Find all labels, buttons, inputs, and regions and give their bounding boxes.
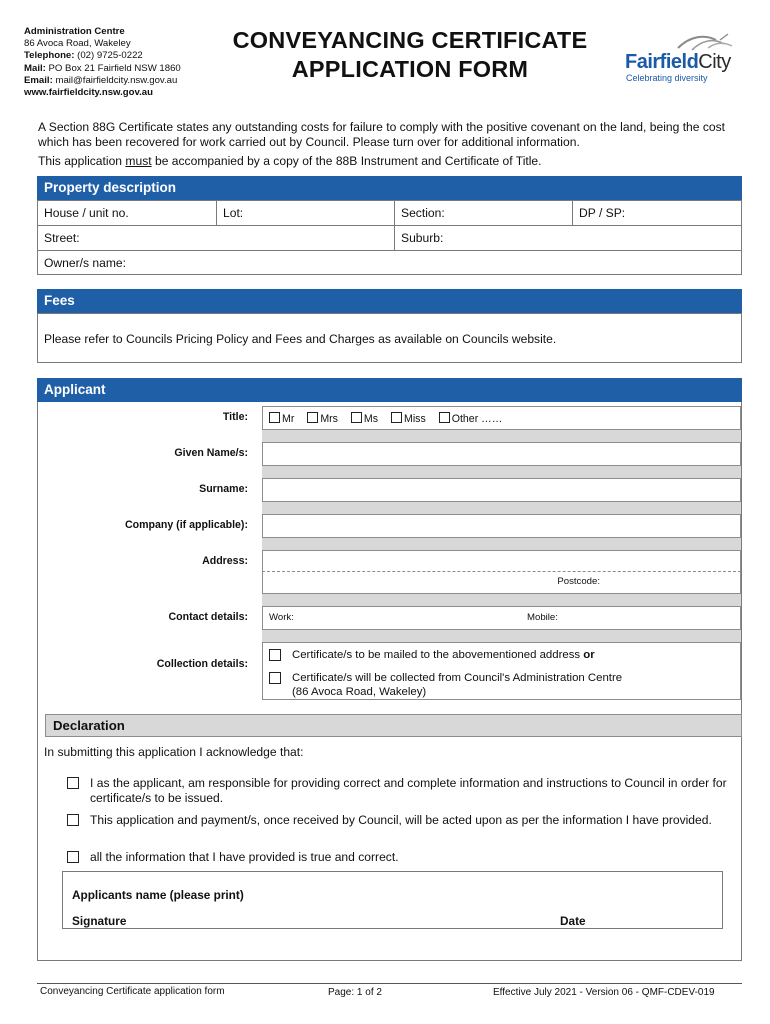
- address-line-2[interactable]: [262, 572, 741, 594]
- mobile-phone-input[interactable]: [521, 606, 741, 630]
- title-option-label: Miss: [404, 413, 426, 425]
- applicant-body: [38, 402, 741, 962]
- declaration-item-1: [90, 776, 730, 805]
- spacer-bar: [262, 630, 741, 642]
- declaration-item-2: [90, 813, 730, 828]
- checkbox-icon[interactable]: [269, 649, 281, 661]
- applicants-name-label: Applicants name (please print): [72, 888, 244, 902]
- title-option-ms[interactable]: [351, 413, 378, 425]
- spacer-bar: [262, 502, 741, 514]
- email-label: Email:: [24, 74, 53, 86]
- title-option-label: Mr: [282, 413, 295, 425]
- applicant-section: [37, 378, 742, 961]
- surname-input[interactable]: [262, 478, 741, 502]
- website-link[interactable]: www.fairfieldcity.nsw.gov.au: [24, 87, 154, 99]
- owners-name-field[interactable]: Owner/s name:: [44, 256, 126, 270]
- checkbox-icon[interactable]: [269, 412, 280, 423]
- title-line-2: APPLICATION FORM: [291, 56, 529, 82]
- spacer-bar: [262, 594, 741, 606]
- spacer-bar: [262, 430, 741, 442]
- applicant-heading: Applicant: [37, 378, 742, 402]
- checkbox-icon[interactable]: [439, 412, 450, 423]
- telephone-label: Telephone:: [24, 50, 75, 62]
- declaration-item-3: [90, 850, 730, 865]
- lot-field[interactable]: Lot:: [217, 201, 395, 225]
- collection-option-collect[interactable]: [292, 672, 622, 699]
- title-option-mrs[interactable]: [307, 413, 338, 425]
- declaration-item-text: I as the applicant, am responsible for providing correct and complete information and instructions to Council in order for certificate/s to be issued.: [90, 776, 727, 805]
- footer-doc-name: Conveyancing Certificate application form: [40, 986, 225, 997]
- work-label: Work:: [269, 612, 294, 623]
- logo-tagline: Celebrating diversity: [626, 73, 708, 83]
- declaration-intro: In submitting this application I acknowledge that:: [44, 745, 304, 759]
- collection-collect-line-1: Certificate/s will be collected from Council's Administration Centre: [292, 672, 623, 684]
- intro-p2-must: must: [125, 154, 152, 168]
- mail-label: Mail:: [24, 62, 46, 74]
- street-field[interactable]: Street:: [38, 226, 395, 250]
- address-label: Address:: [202, 555, 248, 567]
- fees-text: Please refer to Councils Pricing Policy and Fees and Charges as available on Councils website.: [37, 313, 742, 363]
- applicants-name-input[interactable]: [63, 902, 722, 914]
- surname-label: Surname:: [199, 483, 248, 495]
- property-table: [37, 200, 742, 275]
- signature-box: [62, 871, 723, 929]
- org-name: Administration Centre: [24, 26, 125, 37]
- telephone-value: (02) 9725-0222: [77, 50, 143, 62]
- checkbox-icon[interactable]: [307, 412, 318, 423]
- street-address: 86 Avoca Road, Wakeley: [24, 38, 131, 50]
- fees-section: [37, 289, 742, 363]
- given-names-label: Given Name/s:: [174, 447, 248, 459]
- intro-p2-post: be accompanied by a copy of the 88B Instrument and Certificate of Title.: [151, 154, 542, 168]
- suburb-field[interactable]: Suburb:: [401, 231, 444, 245]
- date-label: Date: [560, 914, 586, 928]
- property-section: [37, 176, 742, 275]
- title-option-label: Mrs: [320, 413, 338, 425]
- checkbox-icon[interactable]: [391, 412, 402, 423]
- checkbox-icon[interactable]: [269, 672, 281, 684]
- email-value[interactable]: mail@fairfieldcity.nsw.gov.au: [55, 74, 178, 86]
- title-label: Title:: [222, 411, 248, 423]
- title-option-mr[interactable]: [269, 413, 294, 425]
- title-line-1: CONVEYANCING CERTIFICATE: [232, 27, 588, 53]
- footer-version: Effective July 2021 - Version 06 - QMF-CDEV-019: [493, 987, 715, 998]
- collection-option-mail[interactable]: [292, 649, 595, 663]
- dp-sp-field[interactable]: DP / SP:: [579, 206, 626, 220]
- collection-label: Collection details:: [156, 658, 248, 670]
- title-options: [262, 406, 741, 430]
- spacer-bar: [262, 538, 741, 550]
- section-field[interactable]: Section:: [395, 201, 573, 225]
- title-option-label: Other ……: [451, 413, 503, 425]
- given-names-input[interactable]: [262, 442, 741, 466]
- collection-or: or: [583, 649, 595, 661]
- collection-collect-line-2: (86 Avoca Road, Wakeley): [292, 685, 427, 698]
- work-phone-input[interactable]: [262, 606, 522, 630]
- company-input[interactable]: [262, 514, 741, 538]
- intro-paragraph-2: [38, 154, 738, 169]
- intro-paragraph-1: A Section 88G Certificate states any outstanding costs for failure to comply with the positive covenant on the land, being the cost which has been recovered for work carried out by Council. Please turn over for additional information.: [38, 120, 726, 149]
- collection-options: [262, 642, 741, 700]
- declaration-item-text: all the information that I have provided is true and correct.: [90, 850, 399, 864]
- declaration-heading: Declaration: [45, 714, 742, 737]
- property-heading: Property description: [37, 176, 742, 200]
- checkbox-icon[interactable]: [67, 851, 79, 863]
- title-option-miss[interactable]: [391, 413, 426, 425]
- address-line-1[interactable]: [262, 550, 741, 572]
- logo-word-fairfield: Fairfield: [625, 51, 699, 73]
- collection-mail-text: Certificate/s to be mailed to the abovementioned address: [292, 649, 581, 661]
- company-label: Company (if applicable):: [124, 519, 248, 531]
- checkbox-icon[interactable]: [67, 814, 79, 826]
- contact-label: Contact details:: [168, 611, 248, 623]
- postcode-label: Postcode:: [557, 576, 600, 587]
- fairfield-city-logo: [620, 26, 740, 88]
- checkbox-icon[interactable]: [351, 412, 362, 423]
- footer-page-number: Page: 1 of 2: [328, 987, 382, 998]
- house-unit-field[interactable]: House / unit no.: [38, 201, 217, 225]
- mobile-label: Mobile:: [527, 612, 558, 623]
- council-address-block: [24, 26, 224, 99]
- logo-word-city: City: [698, 51, 731, 73]
- signature-label: Signature: [72, 914, 127, 928]
- title-option-label: Ms: [363, 413, 379, 425]
- spacer-bar: [262, 466, 741, 478]
- checkbox-icon[interactable]: [67, 777, 79, 789]
- title-option-other[interactable]: [439, 413, 503, 425]
- intro-p2-pre: This application: [38, 154, 126, 168]
- footer-rule: [37, 983, 742, 984]
- form-title: [205, 26, 615, 84]
- declaration-item-text: This application and payment/s, once received by Council, will be acted upon as per the information I have provided.: [90, 813, 712, 827]
- mail-value: PO Box 21 Fairfield NSW 1860: [48, 62, 181, 74]
- fees-heading: Fees: [37, 289, 742, 313]
